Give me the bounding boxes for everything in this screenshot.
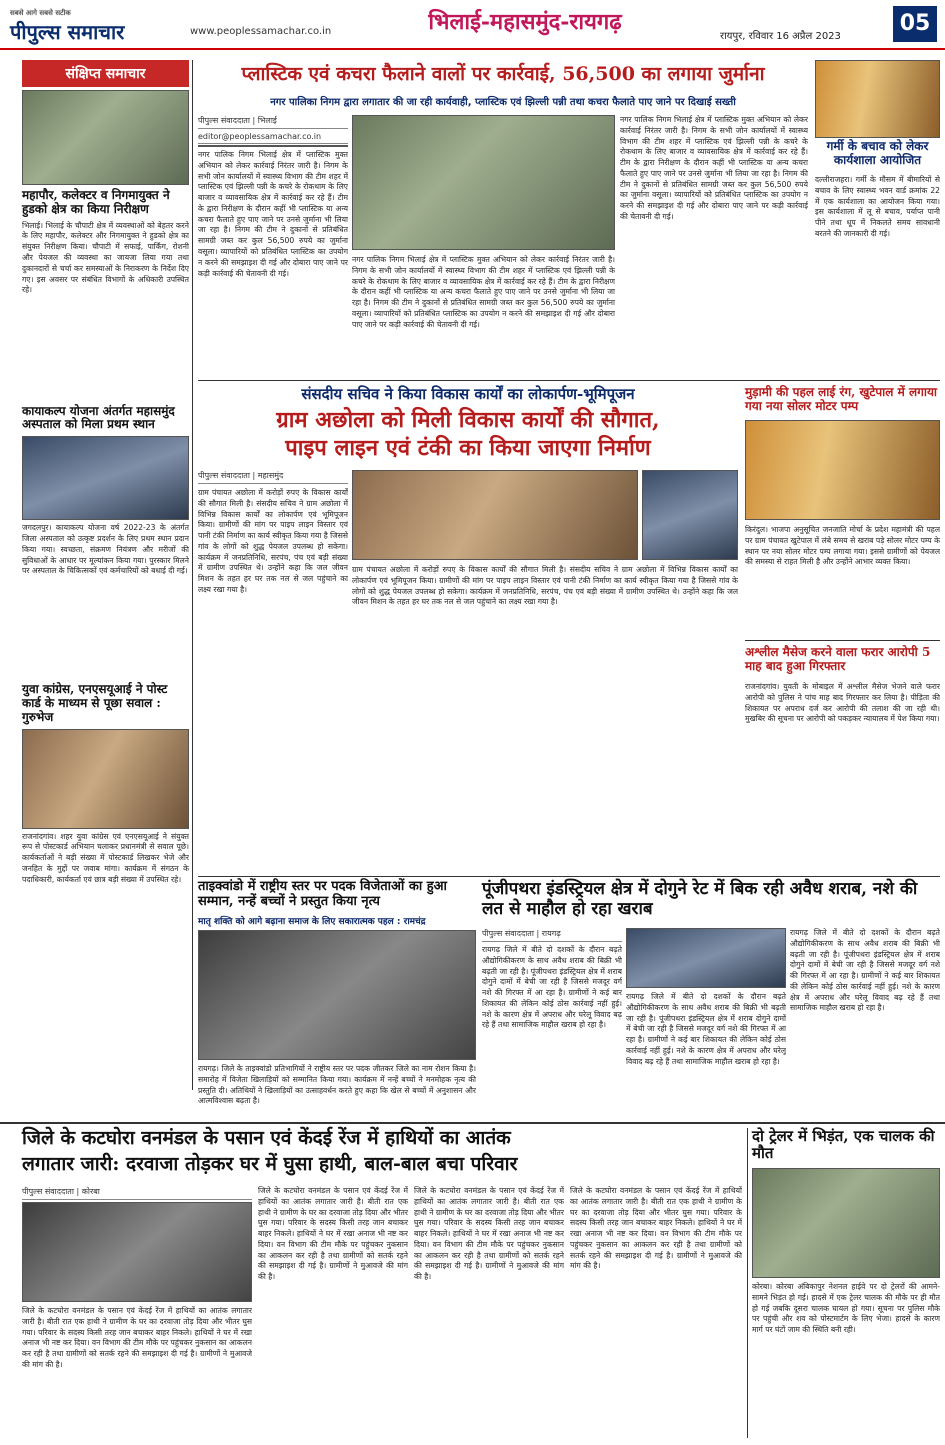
elephant-byline-block	[22, 1186, 252, 1203]
lead-spacer	[198, 145, 348, 147]
column-divider	[192, 60, 193, 1090]
liquor-body-col-3: रायगढ़ जिले में बीते दो दशकों के दौरान बढ़ते औद्योगिकीकरण के साथ अवैध शराब की बिक्री भी बढ़ती जा रही है। पूंजीपथरा इंडस्ट्रियल क्षेत्र में शराब दोगुने दामों में बेची जा रही है जिससे मजदूर वर्ग नशे की गिरफ्त में आ रहा है। ग्रामीणों ने कई बार शिकायत की लेकिन कोई ठोस कार्रवाई नहीं हुई। नशे के कारण क्षेत्र में अपराध और घरेलू विवाद बढ़ रहे हैं तथा सामाजिक माहौल खराब हो रहा है।	[790, 928, 940, 1013]
section-divider-3	[0, 1122, 945, 1124]
elephant-body-col-3: जिले के कटघोरा वनमंडल के पसान एवं केंदई रेंज में हाथियों का आतंक लगातार जारी है। बीती रात एक हाथी ने ग्रामीण के घर का दरवाजा तोड़ दिया और भीतर घुस गया। परिवार के सदस्य किसी तरह जान बचाकर बाहर निकले। हाथियों ने घर में रखा अनाज भी नष्ट कर दिया। वन विभाग की टीम मौके पर पहुंचकर नुकसान का आकलन कर रही है तथा ग्रामीणों को सतर्क रहने की समझाइश दी गई है। ग्रामीणों ने मुआवजे की मांग की है।	[414, 1186, 564, 1282]
village-kicker: संसदीय सचिव ने किया विकास कार्यों का लोकार्पण-भूमिपूजन	[301, 385, 635, 403]
brief-story-3-body: राजनांदगांव। शहर युवा कांग्रेस एवं एनएसयूआई ने संयुक्त रूप से पोस्टकार्ड अभियान चलाकर प्रधानमंत्री से सवाल पूछे। कार्यकर्ताओं ने बड़ी संख्या में पोस्टकार्ड लिखकर भेजे और जनहित के मुद्दों पर जवाब मांगा। कार्यक्रम में संगठन के पदाधिकारी, कार्यकर्ता एवं छात्र बड़ी संख्या में उपस्थित रहे।	[22, 831, 189, 884]
logo-tagline: सबसे आगे सबसे सटीक	[10, 8, 71, 17]
brief-story-2-body: जगदलपुर। कायाकल्प योजना वर्ष 2022-23 के अंतर्गत जिला अस्पताल को उत्कृष्ट प्रदर्शन के लिए प्रथम स्थान प्रदान किया गया। स्वच्छता, संक्रमण नियंत्रण और मरीजों की सुविधाओं के आधार पर मूल्यांकन किया गया। पुरस्कार मिलने पर अस्पताल के चिकित्सकों एवं कर्मचारियों को बधाई दी गई।	[22, 523, 189, 576]
heat-photo	[815, 60, 940, 138]
elephant-headline-1: जिले के कटघोरा वनमंडल के पसान एवं केंदई रेंज में हाथियों का आतंक	[22, 1127, 511, 1149]
accident-body: कोरबा। कोरबा अंबिकापुर नेशनल हाईवे पर दो ट्रेलरों की आमने-सामने भिड़ंत हो गई। हादसे में एक ट्रेलर चालक की मौके पर ही मौत हो गई जबकि दूसरा चालक घायल हो गया। सूचना पर पुलिस मौके पर पहुंची और शव को पोस्टमार्टम के लिए भेजा। हादसे के कारण मार्ग पर घंटों जाम की स्थिति बनी रही।	[752, 1282, 940, 1335]
liquor-byline-block	[482, 928, 622, 945]
page-number: 05	[893, 6, 937, 42]
section-divider-2	[198, 876, 940, 877]
village-body-col-2: ग्राम पंचायत अछोला में करोड़ों रुपए के विकास कार्यों की सौगात मिली है। संसदीय सचिव ने ग्राम अछोला में विभिन्न विकास कार्यों का लोकार्पण एवं भूमिपूजन किया। ग्रामीणों की मांग पर पाइप लाइन विस्तार एवं पानी टंकी निर्माण का कार्य स्वीकृत किया गया है जिससे गांव के लोगों को शुद्ध पेयजल उपलब्ध हो सकेगा। कार्यक्रम में जनप्रतिनिधि, सरपंच, पंच एवं बड़ी संख्या में ग्रामीण उपस्थित थे। उन्होंने कहा कि जल जीवन मिशन के तहत हर घर तक नल से जल पहुंचाने का लक्ष्य रखा गया है।	[352, 565, 738, 607]
taekwondo-photo	[198, 930, 476, 1060]
village-byline-block	[198, 470, 348, 487]
brief-box-title: संक्षिप्त समाचार	[22, 60, 189, 87]
brief-photo-1	[22, 90, 189, 185]
elephant-body-col-1: जिले के कटघोरा वनमंडल के पसान एवं केंदई रेंज में हाथियों का आतंक लगातार जारी है। बीती रात एक हाथी ने ग्रामीण के घर का दरवाजा तोड़ दिया और भीतर घुस गया। परिवार के सदस्य किसी तरह जान बचाकर बाहर निकले। हाथियों ने घर में रखा अनाज भी नष्ट कर दिया। वन विभाग की टीम मौके पर पहुंचकर नुकसान का आकलन कर रही है तथा ग्रामीणों को सतर्क रहने की समझाइश दी गई है। ग्रामीणों ने मुआवजे की मांग की है।	[22, 1306, 252, 1369]
arrest-body: राजनांदगांव। युवती के मोबाइल में अश्लील मैसेज भेजने वाले फरार आरोपी को पुलिस ने पांच माह बाद गिरफ्तार कर लिया है। पीड़िता की शिकायत पर अपराध दर्ज कर आरोपी की तलाश की जा रही थी। मुखबिर की सूचना पर आरोपी को पकड़कर न्यायालय में पेश किया गया।	[745, 682, 940, 724]
elephant-photo	[22, 1202, 252, 1302]
accident-photo	[752, 1168, 940, 1278]
dateline: रायपुर, रविवार 16 अप्रैल 2023	[720, 31, 841, 42]
heat-body: दल्लीराजहरा। गर्मी के मौसम में बीमारियों से बचाव के लिए स्वास्थ्य भवन वार्ड क्रमांक 22 में एक कार्यशाला का आयोजन किया गया। इस कार्यशाला में लू से बचाव, पर्याप्त पानी पीने तथा धूप में निकलते समय सावधानी बरतने की जानकारी दी गई।	[815, 175, 940, 238]
liquor-photo	[626, 928, 786, 988]
solar-body: किरंदुल। भाजपा अनुसूचित जनजाति मोर्चा के प्रदेश महामंत्री की पहल पर ग्राम पंचायत खुटेपाल में लंबे समय से खराब पड़े सोलर मोटर पम्प के स्थान पर नया सोलर मोटर पम्प लगाया गया। इससे ग्रामीणों को पेयजल की समस्या से राहत मिली है और उन्होंने आभार व्यक्त किया।	[745, 525, 940, 567]
lead-subhead: नगर पालिका निगम द्वारा लगातार की जा रही कार्यवाही, प्लास्टिक एवं झिल्ली पन्नी तथा कचरा फैलाते पाए जाने पर दिखाई सख्ती	[270, 97, 736, 108]
solar-photo	[745, 420, 940, 520]
lead-headline: प्लास्टिक एवं कचरा फैलाने वालों पर कार्रवाई, 56,500 का लगाया जुर्माना	[241, 63, 765, 85]
village-headline-1: ग्राम अछोला को मिली विकास कार्यों की सौगात,	[276, 407, 660, 433]
brief-story-3-headline: युवा कांग्रेस, एनएसयूआई ने पोस्ट कार्ड के माध्यम से पूछा सवाल : गुरुभेज	[22, 682, 168, 724]
lead-byline: पीपुल्स संवाददाता | भिलाई	[198, 115, 348, 129]
solar-headline: मुड़ामी की पहल लाई रंग, खुटेपाल में लगाया गया नया सोलर मोटर पम्प	[745, 385, 938, 413]
elephant-body-col-2: जिले के कटघोरा वनमंडल के पसान एवं केंदई रेंज में हाथियों का आतंक लगातार जारी है। बीती रात एक हाथी ने ग्रामीण के घर का दरवाजा तोड़ दिया और भीतर घुस गया। परिवार के सदस्य किसी तरह जान बचाकर बाहर निकले। हाथियों ने घर में रखा अनाज भी नष्ट कर दिया। वन विभाग की टीम मौके पर पहुंचकर नुकसान का आकलन कर रही है तथा ग्रामीणों को सतर्क रहने की समझाइश दी गई है। ग्रामीणों ने मुआवजे की मांग की है।	[258, 1186, 408, 1282]
arrest-divider	[745, 640, 940, 641]
brief-story-2-headline: कायाकल्प योजना अंतर्गत महासमुंद अस्पताल को मिला प्रथम स्थान	[22, 403, 175, 432]
elephant-byline: पीपुल्स संवाददाता | कोरबा	[22, 1186, 252, 1200]
village-photo-1	[352, 470, 638, 560]
brief-story-1-body: भिलाई। भिलाई के चौपाटी क्षेत्र में व्यवस्थाओं को बेहतर करने के लिए महापौर, कलेक्टर और निगमायुक्त ने हुडको क्षेत्र का संयुक्त निरीक्षण किया। चौपाटी में सफाई, पार्किंग, रोशनी और पेयजल की व्यवस्था का जायजा लिया गया तथा दुकानदारों से चर्चा कर समस्याओं के निराकरण के निर्देश दिए गए। इस अवसर पर संबंधित विभागों के अधिकारी उपस्थित रहे।	[22, 220, 189, 295]
lead-email[interactable]: editor@peoplessamachar.co.in	[198, 132, 348, 144]
taekwondo-body: रायगढ़। जिले के ताइक्वांडो प्रतिभागियों ने राष्ट्रीय स्तर पर पदक जीतकर जिले का नाम रोशन किया है। समारोह में विजेता खिलाड़ियों को सम्मानित किया गया। कार्यक्रम में नन्हें बच्चों ने मनमोहक नृत्य की प्रस्तुति दी। अतिथियों ने खिलाड़ियों का उत्साहवर्धन करते हुए कहा कि खेल से बच्चों में अनुशासन और आत्मविश्वास बढ़ता है।	[198, 1064, 476, 1106]
village-body-col-1: ग्राम पंचायत अछोला में करोड़ों रुपए के विकास कार्यों की सौगात मिली है। संसदीय सचिव ने ग्राम अछोला में विभिन्न विकास कार्यों का लोकार्पण एवं भूमिपूजन किया। ग्रामीणों की मांग पर पाइप लाइन विस्तार एवं पानी टंकी निर्माण का कार्य स्वीकृत किया गया है जिससे गांव के लोगों को शुद्ध पेयजल उपलब्ध हो सकेगा। कार्यक्रम में जनप्रतिनिधि, सरपंच, पंच एवं बड़ी संख्या में ग्रामीण उपस्थित थे। उन्होंने कहा कि जल जीवन मिशन के तहत हर घर तक नल से जल पहुंचाने का लक्ष्य रखा गया है।	[198, 488, 348, 595]
liquor-headline: पूंजीपथरा इंडस्ट्रियल क्षेत्र में दोगुने रेट में बिक रही अवैध शराब, नशे की लत से माहौल हो रहा खराब	[482, 879, 918, 919]
lead-photo	[352, 115, 615, 250]
liquor-body-col-1: रायगढ़ जिले में बीते दो दशकों के दौरान बढ़ते औद्योगिकीकरण के साथ अवैध शराब की बिक्री भी बढ़ती जा रही है। पूंजीपथरा इंडस्ट्रियल क्षेत्र में शराब दोगुने दामों में बेची जा रही है जिससे मजदूर वर्ग नशे की गिरफ्त में आ रहा है। ग्रामीणों ने कई बार शिकायत की लेकिन कोई ठोस कार्रवाई नहीं हुई। नशे के कारण क्षेत्र में अपराध और घरेलू विवाद बढ़ रहे हैं तथा सामाजिक माहौल खराब हो रहा है।	[482, 945, 622, 1030]
lead-byline-block	[198, 115, 348, 147]
elephant-body-col-4: जिले के कटघोरा वनमंडल के पसान एवं केंदई रेंज में हाथियों का आतंक लगातार जारी है। बीती रात एक हाथी ने ग्रामीण के घर का दरवाजा तोड़ दिया और भीतर घुस गया। परिवार के सदस्य किसी तरह जान बचाकर बाहर निकले। हाथियों ने घर में रखा अनाज भी नष्ट कर दिया। वन विभाग की टीम मौके पर पहुंचकर नुकसान का आकलन कर रही है तथा ग्रामीणों को सतर्क रहने की समझाइश दी गई है। ग्रामीणों ने मुआवजे की मांग की है।	[570, 1186, 742, 1271]
brief-photo-2	[22, 436, 189, 520]
lead-body-col-1: नगर पालिक निगम भिलाई क्षेत्र में प्लास्टिक मुक्त अभियान को लेकर कार्रवाई निरंतर जारी है। निगम के सभी जोन कार्यालयों में स्वास्थ्य विभाग की टीम शहर में प्लास्टिक एवं झिल्ली पन्नी के कचरे के रोकथाम के लिए बाजार व व्यावसायिक क्षेत्र में कार्रवाई कर रहे हैं। टीम के द्वारा निरीक्षण के दौरान कहीं भी प्लास्टिक या अन्य कचरा फैलाते हुए पाए जाने पर उनसे जुर्माना भी लिया जा रहा है। निगम की टीम ने दुकानों से प्रतिबंधित सामग्री जब्त कर कुल 56,500 रुपये का जुर्माना वसूला। व्यापारियों को प्रतिबंधित प्लास्टिक का उपयोग न करने की समझाइश दी गई और दोबारा पाए जाने पर कड़ी कार्रवाई की चेतावनी दी गई।	[198, 150, 348, 278]
brief-column	[22, 60, 189, 1154]
brief-story-1-headline: महापौर, कलेक्टर व निगमायुक्त ने हुडको क्षेत्र का किया निरीक्षण	[22, 188, 170, 216]
heat-headline: गर्मी के बचाव को लेकर कार्यशाला आयोजित	[826, 139, 929, 167]
village-headline-2: पाइप लाइन एवं टंकी का किया जाएगा निर्माण	[285, 435, 651, 461]
website-url[interactable]: www.peoplessamachar.co.in	[190, 26, 332, 37]
village-byline: पीपुल्स संवाददाता | महासमुंद	[198, 470, 348, 484]
edition-cities: भिलाई-महासमुंद-रायगढ़	[428, 9, 622, 35]
logo-text: पीपुल्स समाचार	[10, 20, 125, 44]
brief-photo-3	[22, 729, 189, 829]
taekwondo-subhead: मातृ शक्ति को आगे बढ़ाना समाज के लिए सकारात्मक पहल : रामचंद्र	[198, 917, 426, 927]
elephant-headline-2: लगातार जारी: दरवाजा तोड़कर घर में घुसा हाथी, बाल-बाल बचा परिवार	[22, 1153, 518, 1175]
village-photo-2	[642, 470, 738, 560]
liquor-byline: पीपुल्स संवाददाता | रायगढ़	[482, 928, 622, 942]
taekwondo-headline: ताइक्वांडो में राष्ट्रीय स्तर पर पदक विजेताओं का हुआ सम्मान, नन्हें बच्चों ने प्रस्तुत किया नृत्य	[198, 879, 447, 909]
lead-body-col-2: नगर पालिक निगम भिलाई क्षेत्र में प्लास्टिक मुक्त अभियान को लेकर कार्रवाई निरंतर जारी है। निगम के सभी जोन कार्यालयों में स्वास्थ्य विभाग की टीम शहर में प्लास्टिक एवं झिल्ली पन्नी के कचरे के रोकथाम के लिए बाजार व व्यावसायिक क्षेत्र में कार्रवाई कर रहे हैं। टीम के द्वारा निरीक्षण के दौरान कहीं भी प्लास्टिक या अन्य कचरा फैलाते हुए पाए जाने पर उनसे जुर्माना भी लिया जा रहा है। निगम की टीम ने दुकानों से प्रतिबंधित सामग्री जब्त कर कुल 56,500 रुपये का जुर्माना वसूला। व्यापारियों को प्रतिबंधित प्लास्टिक का उपयोग न करने की समझाइश दी गई और दोबारा पाए जाने पर कड़ी कार्रवाई की चेतावनी दी गई।	[352, 255, 615, 329]
accident-headline: दो ट्रेलर में भिड़ंत, एक चालक की मौत	[752, 1127, 935, 1163]
arrest-headline: अश्लील मैसेज करने वाला फरार आरोपी 5 माह बाद हुआ गिरफ्तार	[745, 645, 931, 673]
accident-divider	[747, 1128, 748, 1438]
newspaper-logo	[10, 8, 124, 45]
liquor-body-col-2: रायगढ़ जिले में बीते दो दशकों के दौरान बढ़ते औद्योगिकीकरण के साथ अवैध शराब की बिक्री भी बढ़ती जा रही है। पूंजीपथरा इंडस्ट्रियल क्षेत्र में शराब दोगुने दामों में बेची जा रही है जिससे मजदूर वर्ग नशे की गिरफ्त में आ रहा है। ग्रामीणों ने कई बार शिकायत की लेकिन कोई ठोस कार्रवाई नहीं हुई। नशे के कारण क्षेत्र में अपराध और घरेलू विवाद बढ़ रहे हैं तथा सामाजिक माहौल खराब हो रहा है।	[626, 992, 786, 1066]
section-divider	[198, 380, 940, 381]
lead-body-col-3: नगर पालिक निगम भिलाई क्षेत्र में प्लास्टिक मुक्त अभियान को लेकर कार्रवाई निरंतर जारी है। निगम के सभी जोन कार्यालयों में स्वास्थ्य विभाग की टीम शहर में प्लास्टिक एवं झिल्ली पन्नी के कचरे के रोकथाम के लिए बाजार व व्यावसायिक क्षेत्र में कार्रवाई कर रहे हैं। टीम के द्वारा निरीक्षण के दौरान कहीं भी प्लास्टिक या अन्य कचरा फैलाते हुए पाए जाने पर उनसे जुर्माना भी लिया जा रहा है। निगम की टीम ने दुकानों से प्रतिबंधित सामग्री जब्त कर कुल 56,500 रुपये का जुर्माना वसूला। व्यापारियों को प्रतिबंधित प्लास्टिक का उपयोग न करने की समझाइश दी गई और दोबारा पाए जाने पर कड़ी कार्रवाई की चेतावनी दी गई।	[620, 115, 808, 222]
